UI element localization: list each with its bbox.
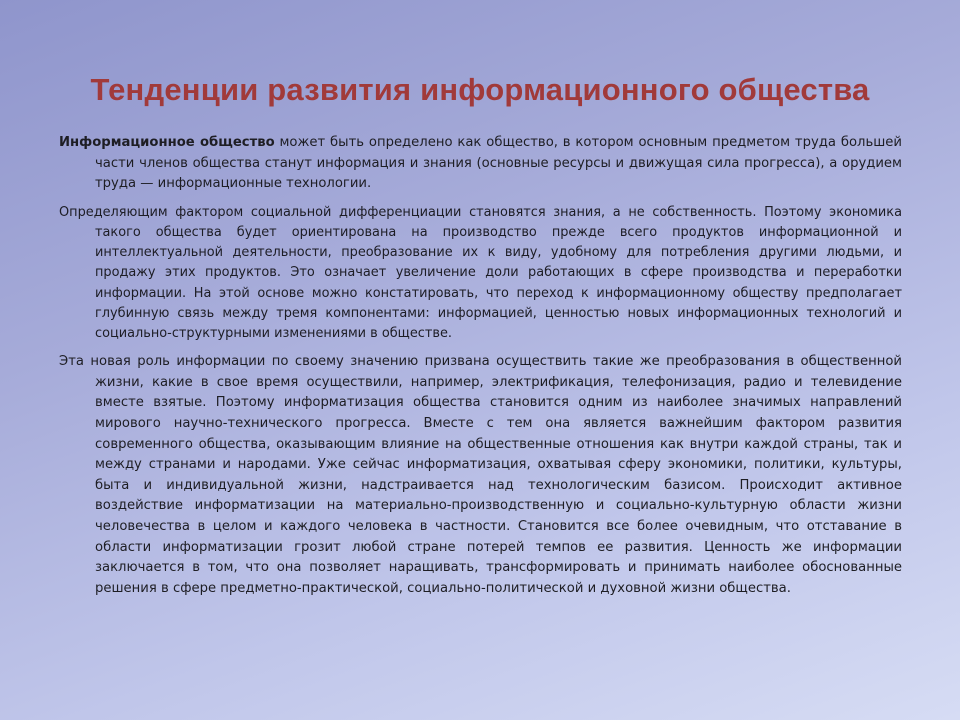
paragraph-role-of-information [59,352,902,599]
paragraph-text: может быть определено как общество, в котором основным предметом труда большей части членов общества станут информация и знания (основные ресурсы и движущая сила прогресса), а орудием труда — информационные технологии. [95,135,902,192]
paragraph-social-differentiation [59,203,902,344]
paragraph-text: Эта новая роль информации по своему значению призвана осуществить такие же преобразования в общественной жизни, какие в свое время осуществили, например, электрификация, телефонизация, радио и телевидение вместе взятые. Поэтому информатизация общества становится одним из наиболее значимых направлений мирового научно-технического прогресса. Вместе с тем она является важнейшим фактором развития современного общества, оказывающим влияние на общественные отношения как внутри каждой страны, так и между странами и народами. Уже сейчас информатизация, охватывая сферу экономики, политики, культуры, быта и индивидуальной жизни, надстраивается над технологическим базисом. Происходит активное воздействие информатизации на материально-производственную и социально-культурную области жизни человечества в целом и каждого человека в частности. Становится все более очевидным, что отставание в области информатизации грозит любой стране потерей темпов ее развития. Ценность же информации заключается в том, что она позволяет наращивать, трансформировать и принимать наиболее обоснованные решения в сфере предметно-практической, социально-политической и духовной жизни общества. [59,354,902,596]
slide-body [59,133,902,607]
paragraph-definition [59,133,902,195]
paragraph-lead-term: Информационное общество [59,135,275,150]
slide-title: Тенденции развития информационного общества [90,72,870,107]
paragraph-text: Определяющим фактором социальной дифференциации становятся знания, а не собственность. Поэтому экономика такого общества будет ориентирована на производство прежде всего продуктов информационной и интеллектуальной деятельности, преобразование их к виду, удобному для потребления другими людьми, и продажу этих продуктов. Это означает увеличение доли работающих в сфере производства и переработки информации. На этой основе можно констатировать, что переход к информационному обществу предполагает глубинную связь между тремя компонентами: информацией, ценностью новых информационных технологий и социально-структурными изменениями в обществе. [59,204,902,341]
